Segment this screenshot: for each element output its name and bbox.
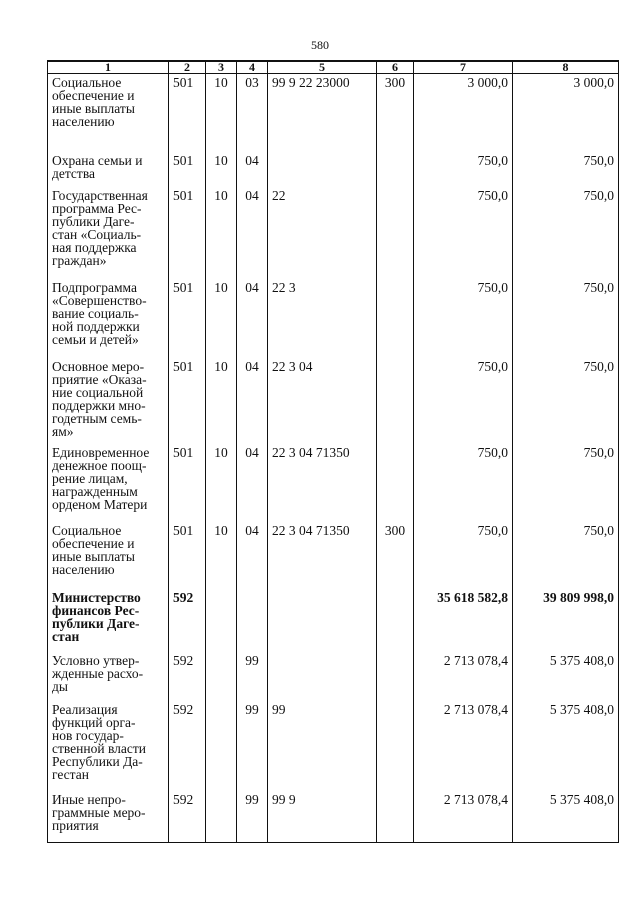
row-name-cell (48, 789, 169, 843)
row-name-line: населению (52, 561, 115, 577)
table-header-row (48, 61, 619, 74)
table-row (48, 150, 619, 185)
budget-table (47, 60, 619, 843)
amount-year1-cell: 750,0 (414, 185, 513, 277)
row-name-line: Социальное (52, 522, 122, 538)
table-row (48, 356, 619, 442)
row-name-line: поддержки мно- (52, 397, 146, 413)
row-name-line: детства (52, 165, 96, 181)
row-name-line: ной поддержки (52, 318, 140, 334)
admin-code-cell: 592 (169, 650, 206, 699)
row-name-cell (48, 356, 169, 442)
section-cell: 10 (206, 185, 237, 277)
row-name-line: ям» (52, 423, 74, 439)
subsection-cell: 04 (237, 277, 268, 356)
admin-code-cell: 501 (169, 520, 206, 587)
amount-year1-cell: 2 713 078,4 (414, 789, 513, 843)
column-header-8: 8 (513, 61, 619, 74)
row-name-cell (48, 277, 169, 356)
row-name-cell (48, 150, 169, 185)
row-name-line: приятие «Оказа- (52, 371, 147, 387)
amount-year1-cell: 2 713 078,4 (414, 650, 513, 699)
amount-year2-cell: 750,0 (513, 150, 619, 185)
row-name-line: ды (52, 678, 68, 694)
row-name-cell (48, 520, 169, 587)
amount-year1-cell: 3 000,0 (414, 74, 513, 150)
admin-code-cell: 501 (169, 150, 206, 185)
row-name-line: обеспечение и (52, 88, 135, 103)
table-row (48, 74, 619, 150)
row-name-cell (48, 650, 169, 699)
expense-type-cell (377, 650, 414, 699)
table-row (48, 520, 619, 587)
admin-code-cell: 501 (169, 74, 206, 150)
row-name-line: публики Даге- (52, 615, 140, 631)
row-name-line: Министерство (52, 589, 141, 605)
amount-year2-cell: 750,0 (513, 185, 619, 277)
amount-year2-cell: 3 000,0 (513, 74, 619, 150)
row-name-line: Единовременное (52, 444, 150, 460)
subsection-cell: 04 (237, 520, 268, 587)
admin-code-cell: 501 (169, 442, 206, 520)
target-article-cell (268, 650, 377, 699)
row-name-cell (48, 442, 169, 520)
expense-type-cell (377, 789, 414, 843)
row-name-line: ственной власти (52, 740, 147, 756)
amount-year1-cell: 750,0 (414, 520, 513, 587)
column-header-3: 3 (206, 61, 237, 74)
section-cell: 10 (206, 74, 237, 150)
row-name-line: годетным семь- (52, 410, 142, 426)
row-name-line: граммные меро- (52, 804, 146, 820)
target-article-cell: 22 3 04 71350 (268, 442, 377, 520)
row-name-line: вание социаль- (52, 305, 139, 321)
subsection-cell: 04 (237, 185, 268, 277)
target-article-cell: 22 (268, 185, 377, 277)
row-name-cell (48, 185, 169, 277)
admin-code-cell: 501 (169, 356, 206, 442)
admin-code-cell: 501 (169, 185, 206, 277)
column-header-1: 1 (48, 61, 169, 74)
expense-type-cell (377, 277, 414, 356)
column-header-7: 7 (414, 61, 513, 74)
expense-type-cell (377, 185, 414, 277)
target-article-cell: 22 3 04 (268, 356, 377, 442)
row-name-line: финансов Рес- (52, 602, 140, 618)
subsection-cell: 04 (237, 356, 268, 442)
row-name-line: иные выплаты (52, 548, 135, 564)
subsection-cell: 99 (237, 789, 268, 843)
amount-year1-cell: 2 713 078,4 (414, 699, 513, 789)
subsection-cell (237, 587, 268, 650)
row-name-line: Реализация (52, 701, 118, 717)
amount-year2-cell: 5 375 408,0 (513, 650, 619, 699)
column-header-5: 5 (268, 61, 377, 74)
section-cell: 10 (206, 442, 237, 520)
row-name-line: населению (52, 114, 115, 129)
subsection-cell: 99 (237, 650, 268, 699)
amount-year1-cell: 750,0 (414, 150, 513, 185)
row-name-line: обеспечение и (52, 535, 135, 551)
section-cell (206, 699, 237, 789)
row-name-line: Условно утвер- (52, 652, 140, 668)
admin-code-cell: 592 (169, 587, 206, 650)
amount-year1-cell: 35 618 582,8 (414, 587, 513, 650)
section-cell: 10 (206, 520, 237, 587)
row-name-line: гестан (52, 766, 89, 782)
row-name-line: Иные непро- (52, 791, 126, 807)
row-name-line: Социальное (52, 75, 122, 90)
expense-type-cell: 300 (377, 520, 414, 587)
column-header-2: 2 (169, 61, 206, 74)
row-name-line: жденные расхо- (52, 665, 144, 681)
amount-year1-cell: 750,0 (414, 277, 513, 356)
section-cell: 10 (206, 356, 237, 442)
row-name-line: приятия (52, 817, 99, 833)
table-row (48, 650, 619, 699)
amount-year1-cell: 750,0 (414, 442, 513, 520)
expense-type-cell (377, 356, 414, 442)
section-cell (206, 789, 237, 843)
row-name-line: орденом Матери (52, 496, 148, 512)
row-name-cell (48, 699, 169, 789)
row-name-line: денежное поощ- (52, 457, 147, 473)
row-name-line: стан (52, 628, 80, 644)
row-name-line: ние социальной (52, 384, 144, 400)
amount-year1-cell: 750,0 (414, 356, 513, 442)
row-name-line: иные выплаты (52, 101, 135, 116)
amount-year2-cell: 750,0 (513, 356, 619, 442)
table-body (48, 74, 619, 843)
target-article-cell: 99 (268, 699, 377, 789)
row-name-line: граждан» (52, 252, 107, 268)
table-row (48, 185, 619, 277)
amount-year2-cell: 5 375 408,0 (513, 789, 619, 843)
row-name-cell (48, 587, 169, 650)
subsection-cell: 03 (237, 74, 268, 150)
column-header-6: 6 (377, 61, 414, 74)
amount-year2-cell: 750,0 (513, 277, 619, 356)
page-number: 580 (311, 38, 329, 52)
row-name-line: награжденным (52, 483, 138, 499)
row-name-line: функций орга- (52, 714, 136, 730)
target-article-cell: 99 9 (268, 789, 377, 843)
row-name-line: публики Даге- (52, 213, 135, 229)
table-row (48, 699, 619, 789)
section-cell: 10 (206, 150, 237, 185)
admin-code-cell: 592 (169, 789, 206, 843)
expense-type-cell (377, 699, 414, 789)
section-cell (206, 587, 237, 650)
table-row (48, 442, 619, 520)
row-name-line: Государственная (52, 187, 148, 203)
expense-type-cell (377, 587, 414, 650)
row-name-line: Охрана семьи и (52, 152, 143, 168)
column-header-4: 4 (237, 61, 268, 74)
subsection-cell: 04 (237, 150, 268, 185)
row-name-line: Республики Да- (52, 753, 143, 769)
row-name-line: ная поддержка (52, 239, 137, 255)
amount-year2-cell: 750,0 (513, 442, 619, 520)
row-name-line: «Совершенство- (52, 292, 147, 308)
row-name-line: программа Рес- (52, 200, 142, 216)
subsection-cell: 04 (237, 442, 268, 520)
row-name-line: рение лицам, (52, 470, 128, 486)
row-name-line: Основное меро- (52, 358, 145, 374)
row-name-cell (48, 74, 169, 150)
table-row (48, 789, 619, 843)
row-name-line: Подпрограмма (52, 279, 137, 295)
target-article-cell (268, 587, 377, 650)
expense-type-cell (377, 442, 414, 520)
table-row (48, 277, 619, 356)
admin-code-cell: 501 (169, 277, 206, 356)
target-article-cell: 99 9 22 23000 (268, 74, 377, 150)
section-cell: 10 (206, 277, 237, 356)
expense-type-cell: 300 (377, 74, 414, 150)
subsection-cell: 99 (237, 699, 268, 789)
row-name-line: стан «Социаль- (52, 226, 142, 242)
table-row (48, 587, 619, 650)
row-name-line: нов государ- (52, 727, 124, 743)
amount-year2-cell: 39 809 998,0 (513, 587, 619, 650)
expense-type-cell (377, 150, 414, 185)
section-cell (206, 650, 237, 699)
amount-year2-cell: 5 375 408,0 (513, 699, 619, 789)
row-name-line: семьи и детей» (52, 331, 139, 347)
target-article-cell: 22 3 04 71350 (268, 520, 377, 587)
amount-year2-cell: 750,0 (513, 520, 619, 587)
target-article-cell: 22 3 (268, 277, 377, 356)
target-article-cell (268, 150, 377, 185)
admin-code-cell: 592 (169, 699, 206, 789)
